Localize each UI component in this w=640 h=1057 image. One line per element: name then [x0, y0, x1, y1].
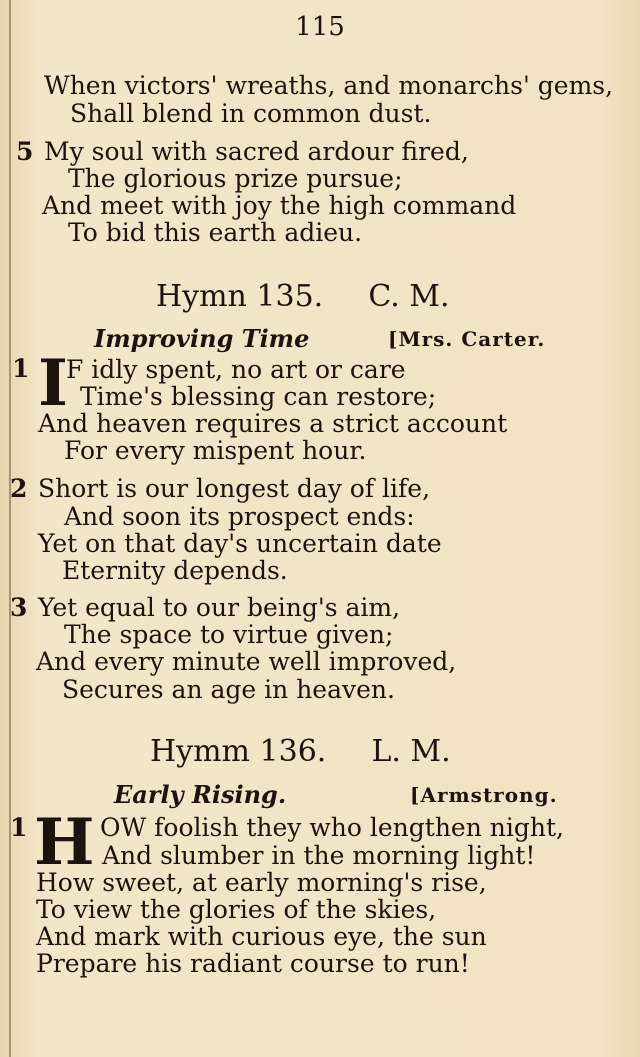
verse-line: And heaven requires a strict account	[38, 409, 508, 438]
verse-line: My soul with sacred ardour fired,	[44, 137, 469, 166]
verse-number: 2	[10, 474, 28, 503]
verse-line: To bid this earth adieu.	[68, 218, 363, 247]
verse-line: Yet on that day's uncertain date	[38, 529, 442, 558]
verse-line: Time's blessing can restore;	[80, 382, 437, 411]
drop-cap: H	[34, 805, 95, 880]
verse-number: 1	[12, 354, 30, 383]
verse-number: 3	[10, 593, 28, 622]
hymn-number: Hymm 136.	[150, 734, 327, 769]
verse-line: The space to virtue given;	[64, 620, 394, 649]
verse-line: F idly spent, no art or care	[66, 355, 406, 384]
hymn-136-author: [Armstrong.	[410, 783, 558, 807]
continued-line-1: When victors' wreaths, and monarchs' gems,	[44, 71, 614, 100]
page-number: 115	[295, 12, 345, 42]
hymn-135-title	[156, 280, 450, 314]
verse-number: 5	[16, 137, 34, 166]
hymn-meter: L. M.	[371, 734, 451, 769]
hymn-135-author: [Mrs. Carter.	[388, 327, 546, 351]
verse-line: For every mispent hour.	[64, 436, 367, 465]
hymn-meter: C. M.	[368, 279, 450, 314]
hymn-136-title	[150, 735, 451, 769]
verse-line: The glorious prize pursue;	[68, 164, 403, 193]
verse-line: And every minute well improved,	[36, 647, 457, 676]
verse-line: And mark with curious eye, the sun	[36, 922, 487, 951]
verse-line: And slumber in the morning light!	[102, 841, 536, 870]
verse-line: Prepare his radiant course to run!	[36, 949, 470, 978]
continued-line-2: Shall blend in common dust.	[70, 99, 432, 128]
verse-line: Secures an age in heaven.	[62, 675, 395, 704]
verse-line: How sweet, at early morning's rise,	[36, 868, 487, 897]
hymn-135-subtitle: Improving Time	[94, 324, 310, 353]
drop-cap: I	[38, 346, 68, 421]
hymn-number: Hymn 135.	[156, 279, 324, 314]
verse-line: And soon its prospect ends:	[64, 502, 415, 531]
verse-line: OW foolish they who lengthen night,	[100, 813, 564, 842]
verse-line: And meet with joy the high command	[42, 191, 517, 220]
binding-edge	[9, 0, 11, 1057]
verse-line: Yet equal to our being's aim,	[38, 593, 401, 622]
verse-line: To view the glories of the skies,	[36, 895, 437, 924]
verse-number: 1	[10, 813, 28, 842]
hymn-136-subtitle: Early Rising.	[114, 780, 287, 809]
verse-line: Eternity depends.	[62, 556, 288, 585]
verse-line: Short is our longest day of life,	[38, 474, 431, 503]
